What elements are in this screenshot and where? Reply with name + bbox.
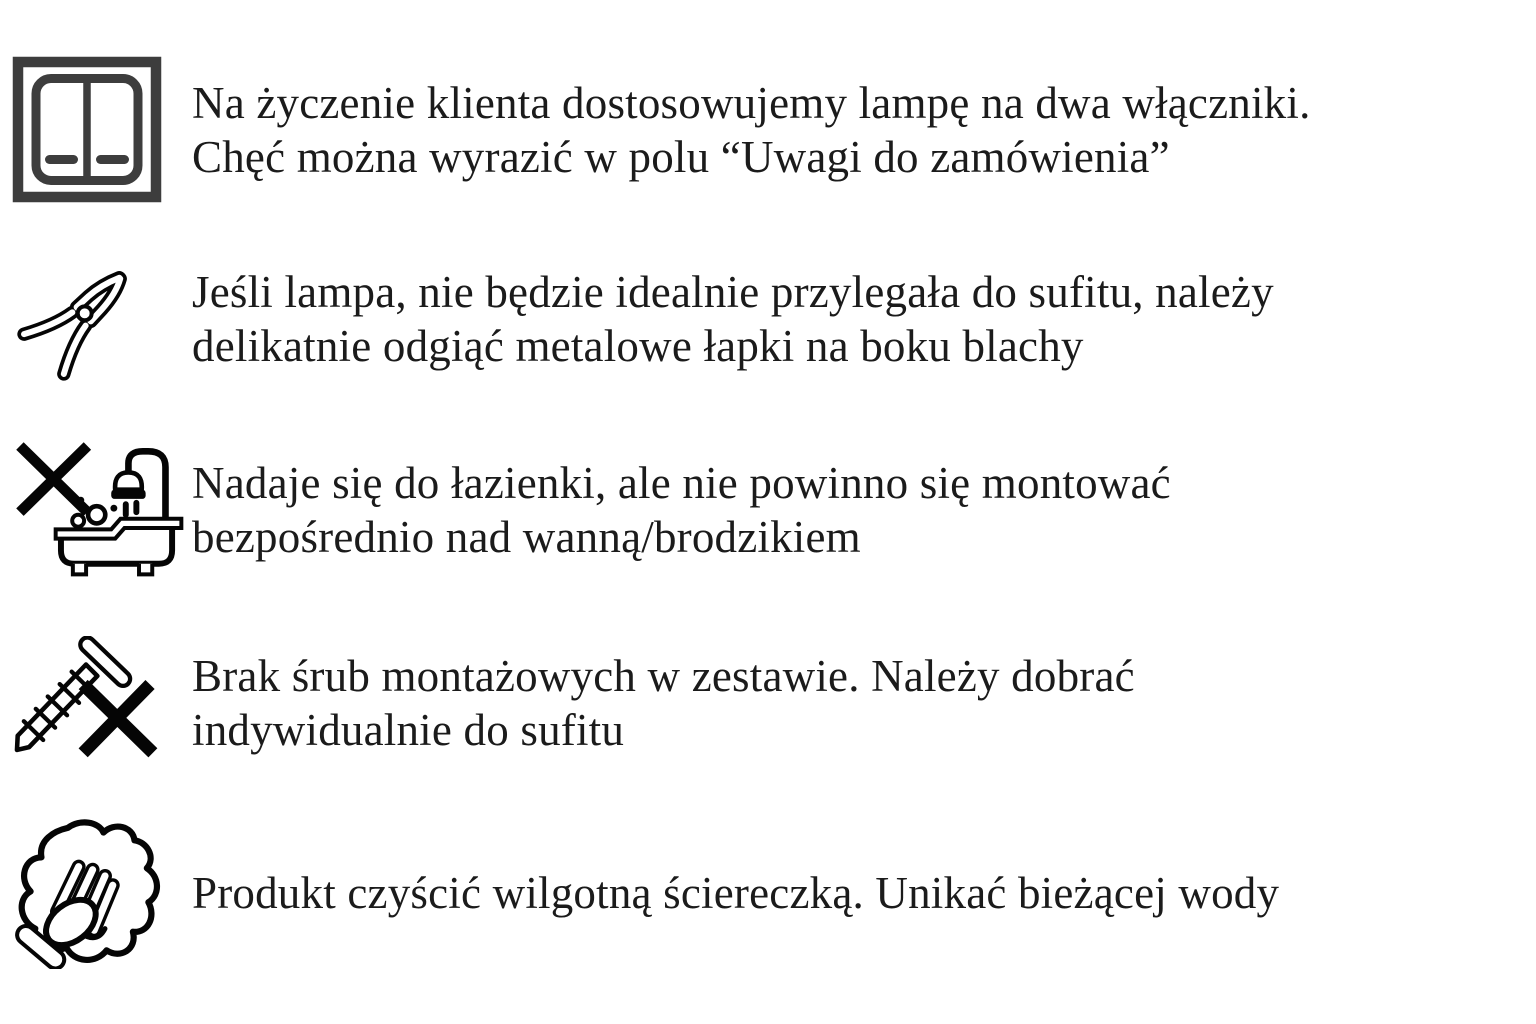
info-row-screws (12, 636, 1536, 770)
info-text (192, 76, 1311, 184)
info-text-line: Brak śrub montażowych w zestawie. Należy dobrać (192, 651, 1135, 701)
info-text-line: delikatnie odgiąć metalowe łapki na boku blachy (192, 321, 1084, 371)
info-text (192, 456, 1171, 564)
info-row-cleaning (12, 817, 1536, 969)
no-bathtub-mounting-icon (12, 438, 192, 581)
double-light-switch-icon (12, 56, 192, 203)
info-text (192, 649, 1135, 757)
wipe-with-cloth-icon (12, 817, 192, 969)
info-row-bathtub (12, 438, 1536, 581)
info-text-line: Na życzenie klienta dostosowujemy lampę na dwa włączniki. (192, 77, 1311, 128)
info-text-line: Produkt czyścić wilgotną ściereczką. Unikać bieżącej wody (192, 868, 1280, 918)
info-text-line: indywidualnie do sufitu (192, 705, 625, 755)
info-row-switches (12, 56, 1536, 203)
info-text (192, 265, 1274, 373)
info-row-pliers (12, 252, 1536, 386)
info-text-line: Nadaje się do łazienki, ale nie powinno się montować (192, 457, 1171, 508)
no-screws-included-icon (12, 636, 192, 770)
pliers-icon (12, 252, 192, 386)
info-text-line: bezpośrednio nad wanną/brodzikiem (192, 511, 861, 562)
info-text-line: Jeśli lampa, nie będzie idealnie przylegała do sufitu, należy (192, 267, 1274, 317)
info-text-line: Chęć można wyrazić w polu “Uwagi do zamówienia” (192, 131, 1170, 182)
info-text (192, 866, 1279, 920)
